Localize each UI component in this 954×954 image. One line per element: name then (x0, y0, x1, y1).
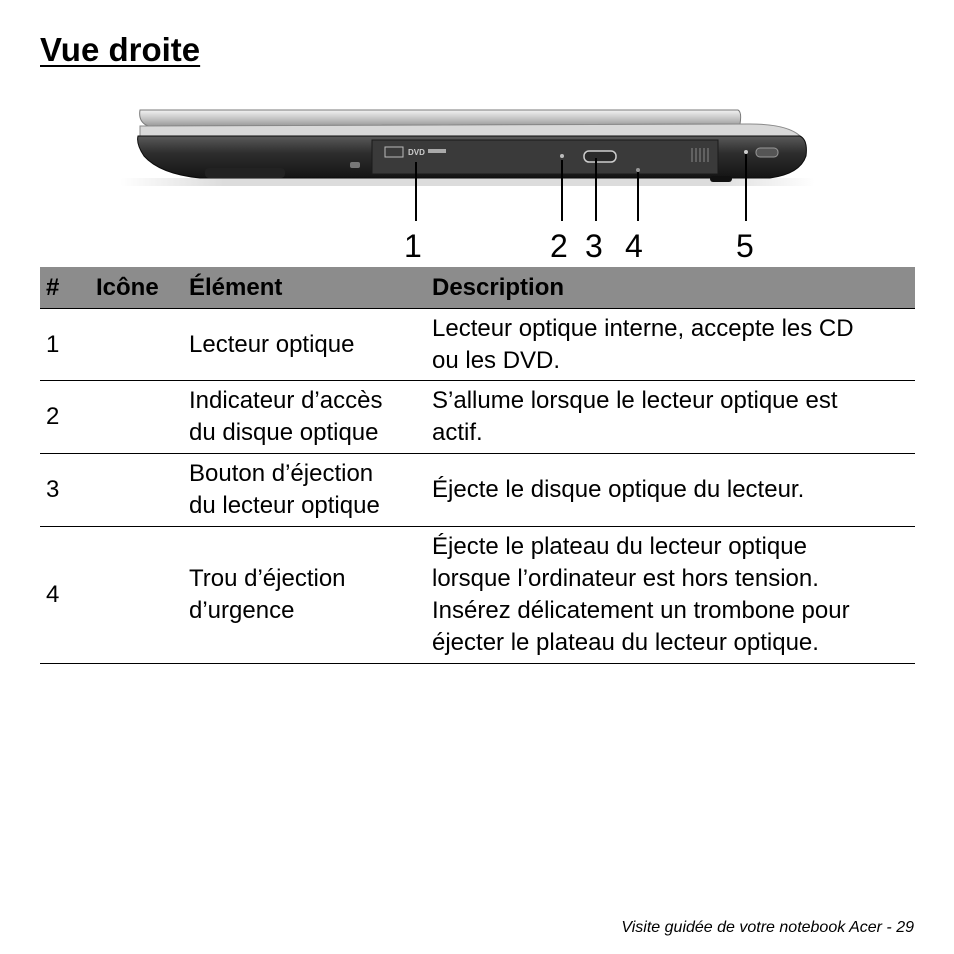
row-icon (90, 454, 183, 527)
dvd-logo-bar (428, 149, 446, 153)
description-line: Lecteur optique interne, accepte les CD (432, 314, 854, 342)
table-row (40, 454, 915, 527)
description-line: Éjecte le plateau du lecteur optique (432, 533, 807, 560)
access-indicator-light (560, 154, 564, 158)
row-icon (90, 381, 183, 454)
row-icon (90, 527, 183, 664)
row-description (432, 527, 915, 664)
page-footer: Visite guidée de votre notebook Acer - 29 (621, 919, 914, 936)
laptop-lid (140, 110, 741, 126)
callout-1: 1 (404, 228, 422, 264)
callout-3: 3 (585, 228, 603, 264)
small-port (350, 162, 360, 168)
rear-foot (710, 176, 732, 182)
table-row (40, 527, 915, 664)
element-line: Trou d’éjection (189, 565, 346, 592)
element-line: d’urgence (189, 597, 295, 624)
row-number: 4 (40, 527, 90, 664)
description-line: éjecter le plateau du lecteur optique. (432, 629, 819, 656)
header-description: Description (432, 267, 915, 309)
optical-drive-panel (372, 140, 718, 174)
description-line: Éjecte le disque optique du lecteur. (432, 476, 805, 503)
callout-5: 5 (736, 228, 754, 264)
description-line: S’allume lorsque le lecteur optique est (432, 387, 838, 414)
row-element (183, 527, 432, 664)
row-number: 3 (40, 454, 90, 527)
eject-button-shape (584, 151, 616, 162)
callout-4: 4 (625, 228, 643, 264)
row-icon (90, 309, 183, 381)
laptop-right-side-figure (110, 100, 820, 270)
element-line: du lecteur optique (189, 492, 380, 519)
description-line: ou les DVD. (432, 346, 561, 374)
row-element (183, 381, 432, 454)
page-title: Vue droite (40, 31, 201, 68)
row-element (183, 309, 432, 381)
description-line: actif. (432, 419, 483, 446)
element-line: du disque optique (189, 419, 379, 446)
table-row (40, 381, 915, 454)
emergency-eject-hole (636, 168, 640, 172)
row-description (432, 454, 915, 527)
laptop-right-side-illustration (110, 100, 820, 270)
row-description (432, 381, 915, 454)
header-icon: Icône (90, 267, 183, 309)
element-line: Bouton d’éjection (189, 460, 374, 487)
components-table (40, 267, 915, 664)
table-header-row (40, 267, 915, 309)
row-number: 1 (40, 309, 90, 381)
description-line: Insérez délicatement un trombone pour (432, 597, 850, 624)
kensington-lock-slot (756, 148, 778, 157)
header-number: # (40, 267, 90, 309)
dvd-logo: DVD (408, 148, 425, 157)
table-row (40, 309, 915, 381)
row-element (183, 454, 432, 527)
element-line: Lecteur optique (189, 330, 355, 358)
callout-2: 2 (550, 228, 568, 264)
row-description (432, 309, 915, 381)
description-line: lorsque l’ordinateur est hors tension. (432, 565, 819, 592)
header-element: Élément (183, 267, 432, 309)
speaker-grille (205, 168, 285, 178)
row-number: 2 (40, 381, 90, 454)
element-line: Indicateur d’accès (189, 387, 383, 414)
lock-marker (744, 150, 748, 154)
